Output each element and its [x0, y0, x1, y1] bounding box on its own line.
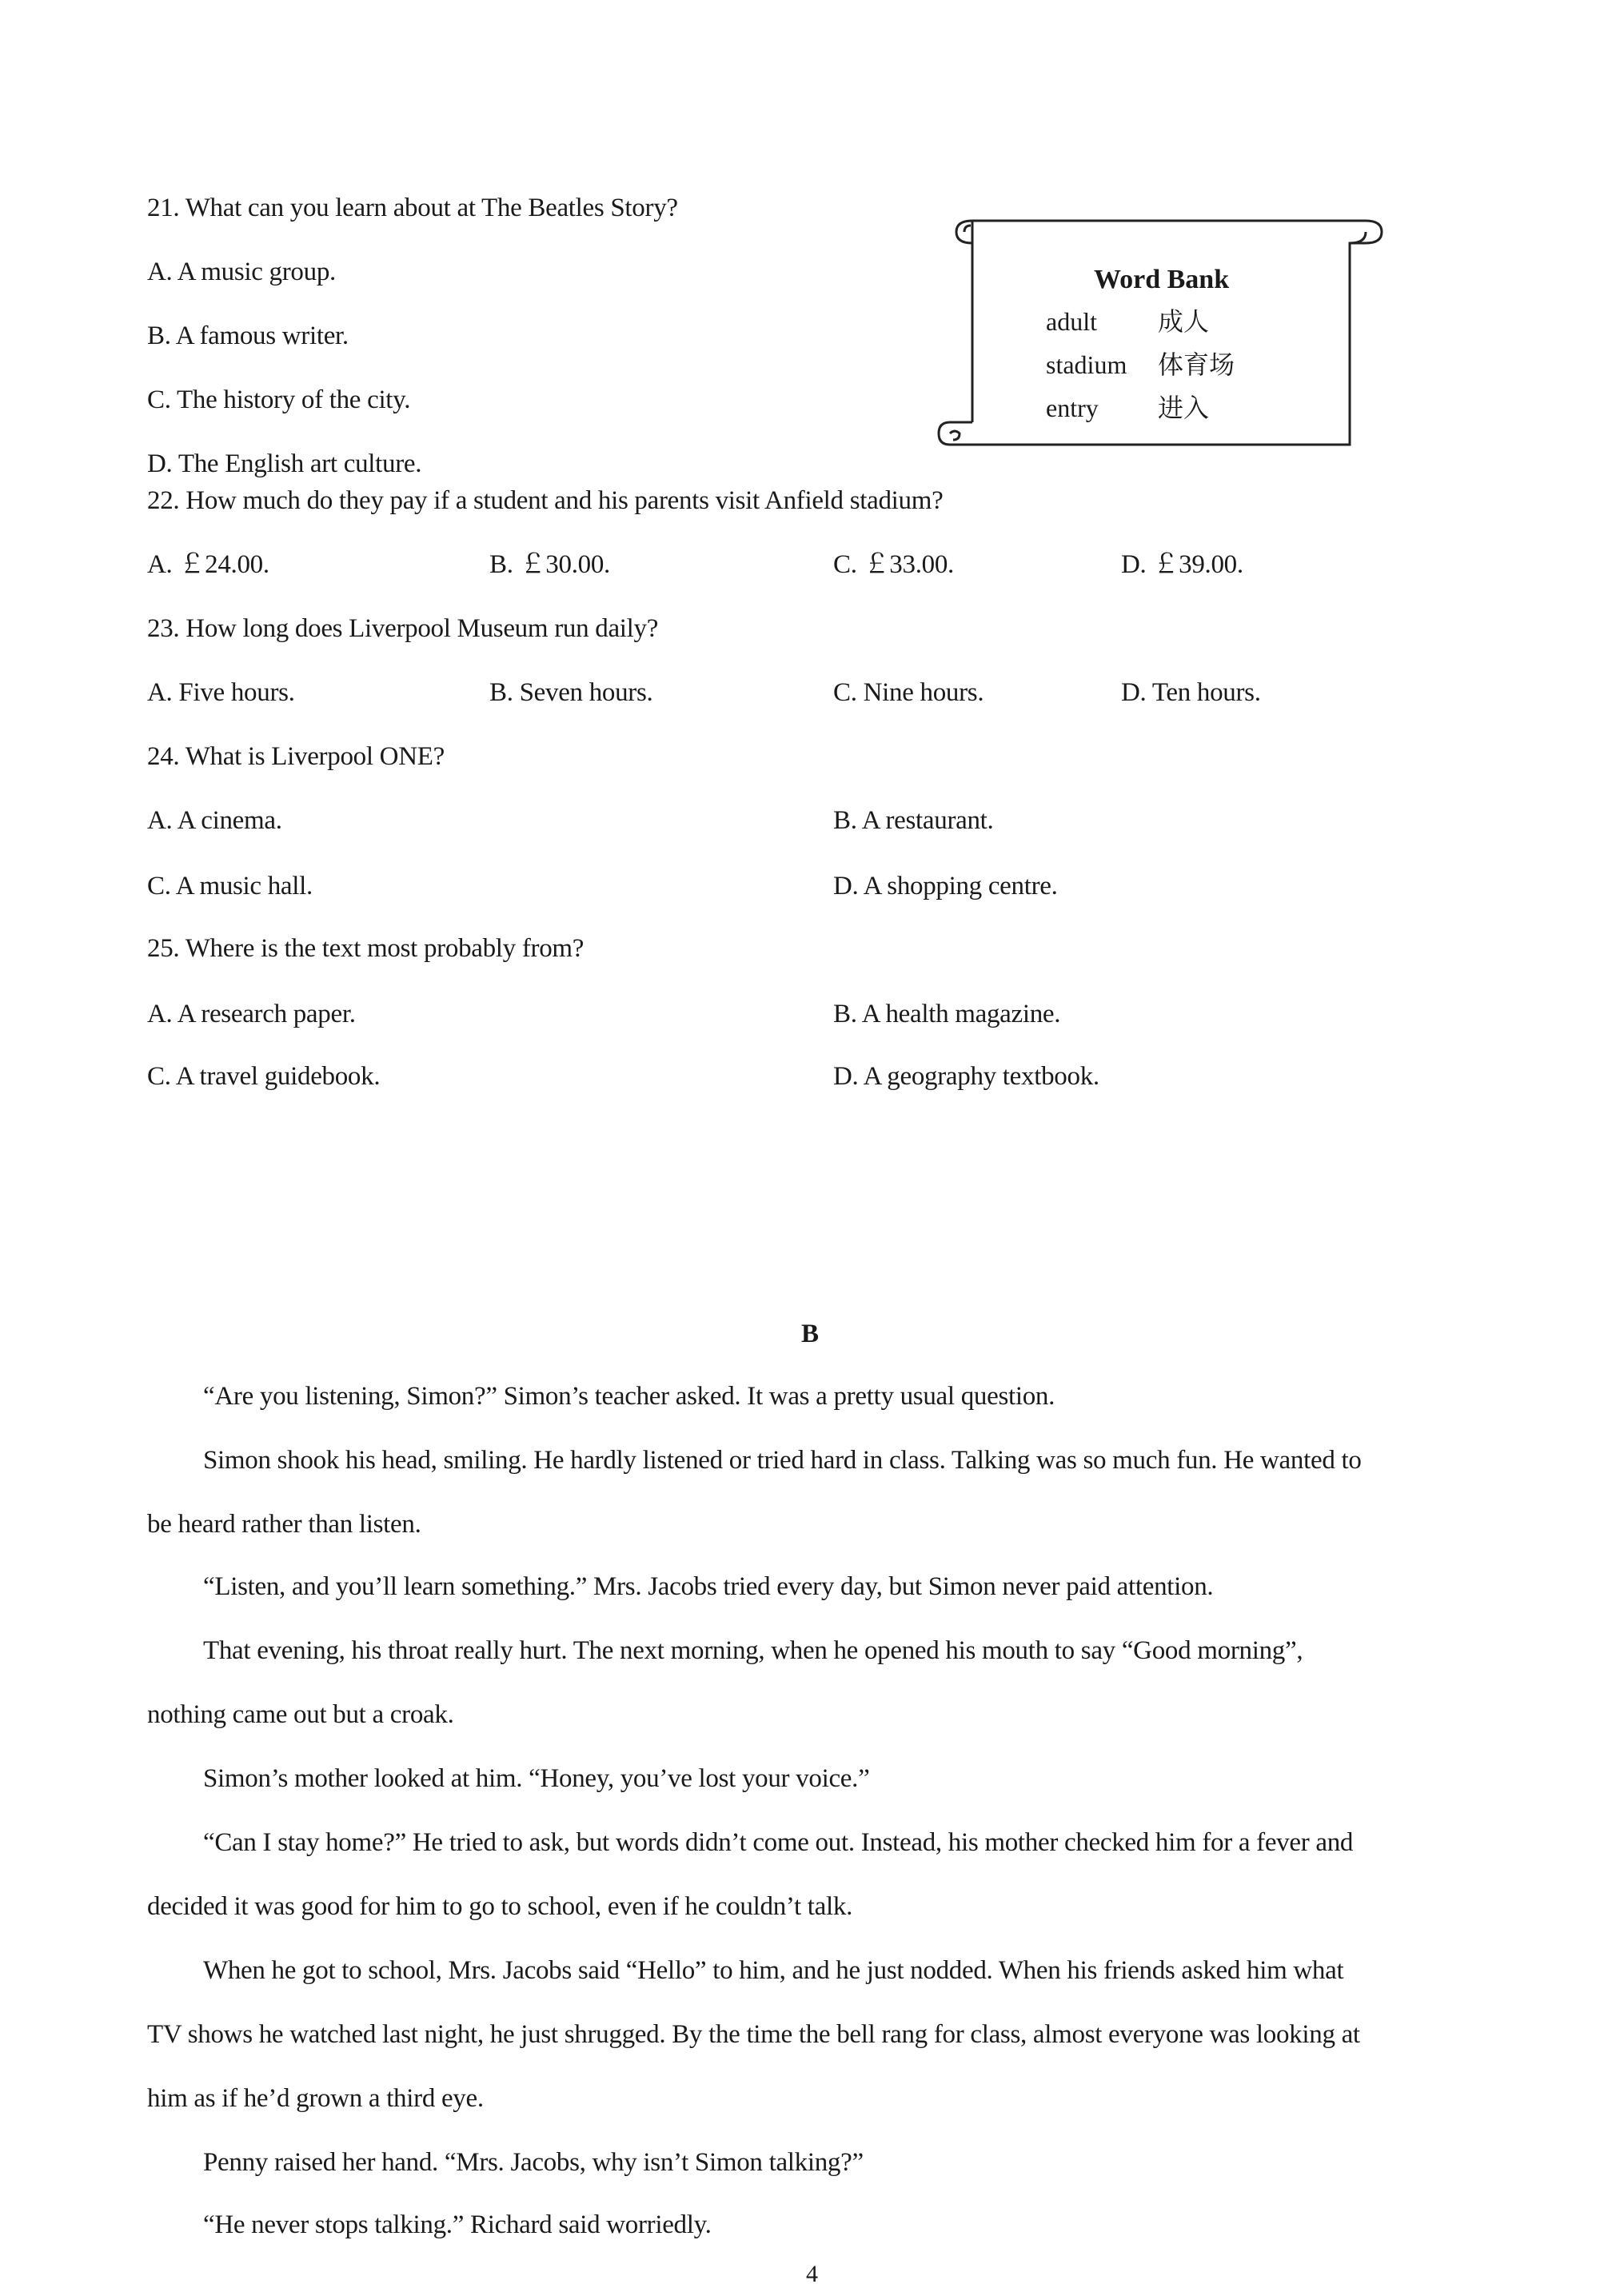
q23-option-b: B. Seven hours.	[489, 678, 653, 707]
word-bank-english: entry	[1046, 393, 1099, 422]
q23-option-a: A. Five hours.	[147, 678, 295, 707]
section-b-title: B	[801, 1320, 820, 1348]
q25-option-d: D. A geography textbook.	[833, 1062, 1099, 1091]
section-b-line: “Can I stay home?” He tried to ask, but words didn’t come out. Instead, his mother checked him for a fever and	[203, 1828, 1354, 1857]
section-b-line: TV shows he watched last night, he just shrugged. By the time the bell rang for class, almost everyone was looking at	[147, 2020, 1360, 2049]
section-b-line: him as if he’d grown a third eye.	[147, 2084, 484, 2113]
q24-option-a: A. A cinema.	[147, 806, 282, 835]
section-b-line: “He never stops talking.” Richard said worriedly.	[203, 2210, 712, 2239]
q22-question: 22. How much do they pay if a student and his parents visit Anfield stadium?	[147, 486, 944, 515]
word-bank-scroll	[934, 208, 1396, 457]
q24-option-c: C. A music hall.	[147, 872, 313, 900]
q25-option-b: B. A health magazine.	[833, 1000, 1061, 1028]
word-bank-chinese: 体育场	[1158, 349, 1235, 380]
q21-option-c: C. The history of the city.	[147, 385, 411, 414]
q25-option-c: C. A travel guidebook.	[147, 1062, 381, 1091]
section-b-line: be heard rather than listen.	[147, 1510, 421, 1539]
word-bank-entry	[1046, 349, 1235, 381]
section-b-line: When he got to school, Mrs. Jacobs said “Hello” to him, and he just nodded. When his friends asked him what	[203, 1956, 1344, 1985]
q22-option-b: B. ￡30.00.	[489, 550, 611, 579]
word-bank-title: Word Bank	[1094, 265, 1230, 294]
section-b-line: That evening, his throat really hurt. The next morning, when he opened his mouth to say “Good morning”,	[203, 1636, 1303, 1665]
q24-question: 24. What is Liverpool ONE?	[147, 742, 445, 771]
q24-option-b: B. A restaurant.	[833, 806, 994, 835]
section-b-line: “Are you listening, Simon?” Simon’s teacher asked. It was a pretty usual question.	[203, 1382, 1055, 1411]
word-bank-chinese: 进入	[1158, 393, 1210, 423]
q21-option-b: B. A famous writer.	[147, 321, 349, 350]
section-b-line: Penny raised her hand. “Mrs. Jacobs, why isn’t Simon talking?”	[203, 2148, 864, 2177]
q21-option-d: D. The English art culture.	[147, 449, 422, 478]
section-b-line: decided it was good for him to go to school, even if he couldn’t talk.	[147, 1892, 853, 1921]
q25-question: 25. Where is the text most probably from?	[147, 934, 585, 963]
word-bank-entry	[1046, 305, 1209, 337]
word-bank-english: adult	[1046, 307, 1097, 336]
section-b-line: “Listen, and you’ll learn something.” Mrs. Jacobs tried every day, but Simon never paid attention.	[203, 1572, 1214, 1601]
section-b-line: Simon’s mother looked at him. “Honey, you’ve lost your voice.”	[203, 1764, 870, 1793]
q23-question: 23. How long does Liverpool Museum run daily?	[147, 614, 659, 643]
q23-option-d: D. Ten hours.	[1121, 678, 1261, 707]
q24-option-d: D. A shopping centre.	[833, 872, 1058, 900]
q23-option-c: C. Nine hours.	[833, 678, 984, 707]
q21-option-a: A. A music group.	[147, 258, 336, 286]
section-b-line: nothing came out but a croak.	[147, 1700, 454, 1729]
word-bank-chinese: 成人	[1158, 306, 1210, 337]
word-bank-english: stadium	[1046, 350, 1127, 379]
q21-question: 21. What can you learn about at The Beatles Story?	[147, 194, 678, 222]
page-number: 4	[806, 2261, 818, 2287]
q22-option-d: D. ￡39.00.	[1121, 550, 1243, 579]
q22-option-a: A. ￡24.00.	[147, 550, 269, 579]
section-b-line: Simon shook his head, smiling. He hardly listened or tried hard in class. Talking was so much fun. He wanted to	[203, 1446, 1362, 1475]
q25-option-a: A. A research paper.	[147, 1000, 356, 1028]
word-bank-entry	[1046, 392, 1209, 424]
q22-option-c: C. ￡33.00.	[833, 550, 955, 579]
